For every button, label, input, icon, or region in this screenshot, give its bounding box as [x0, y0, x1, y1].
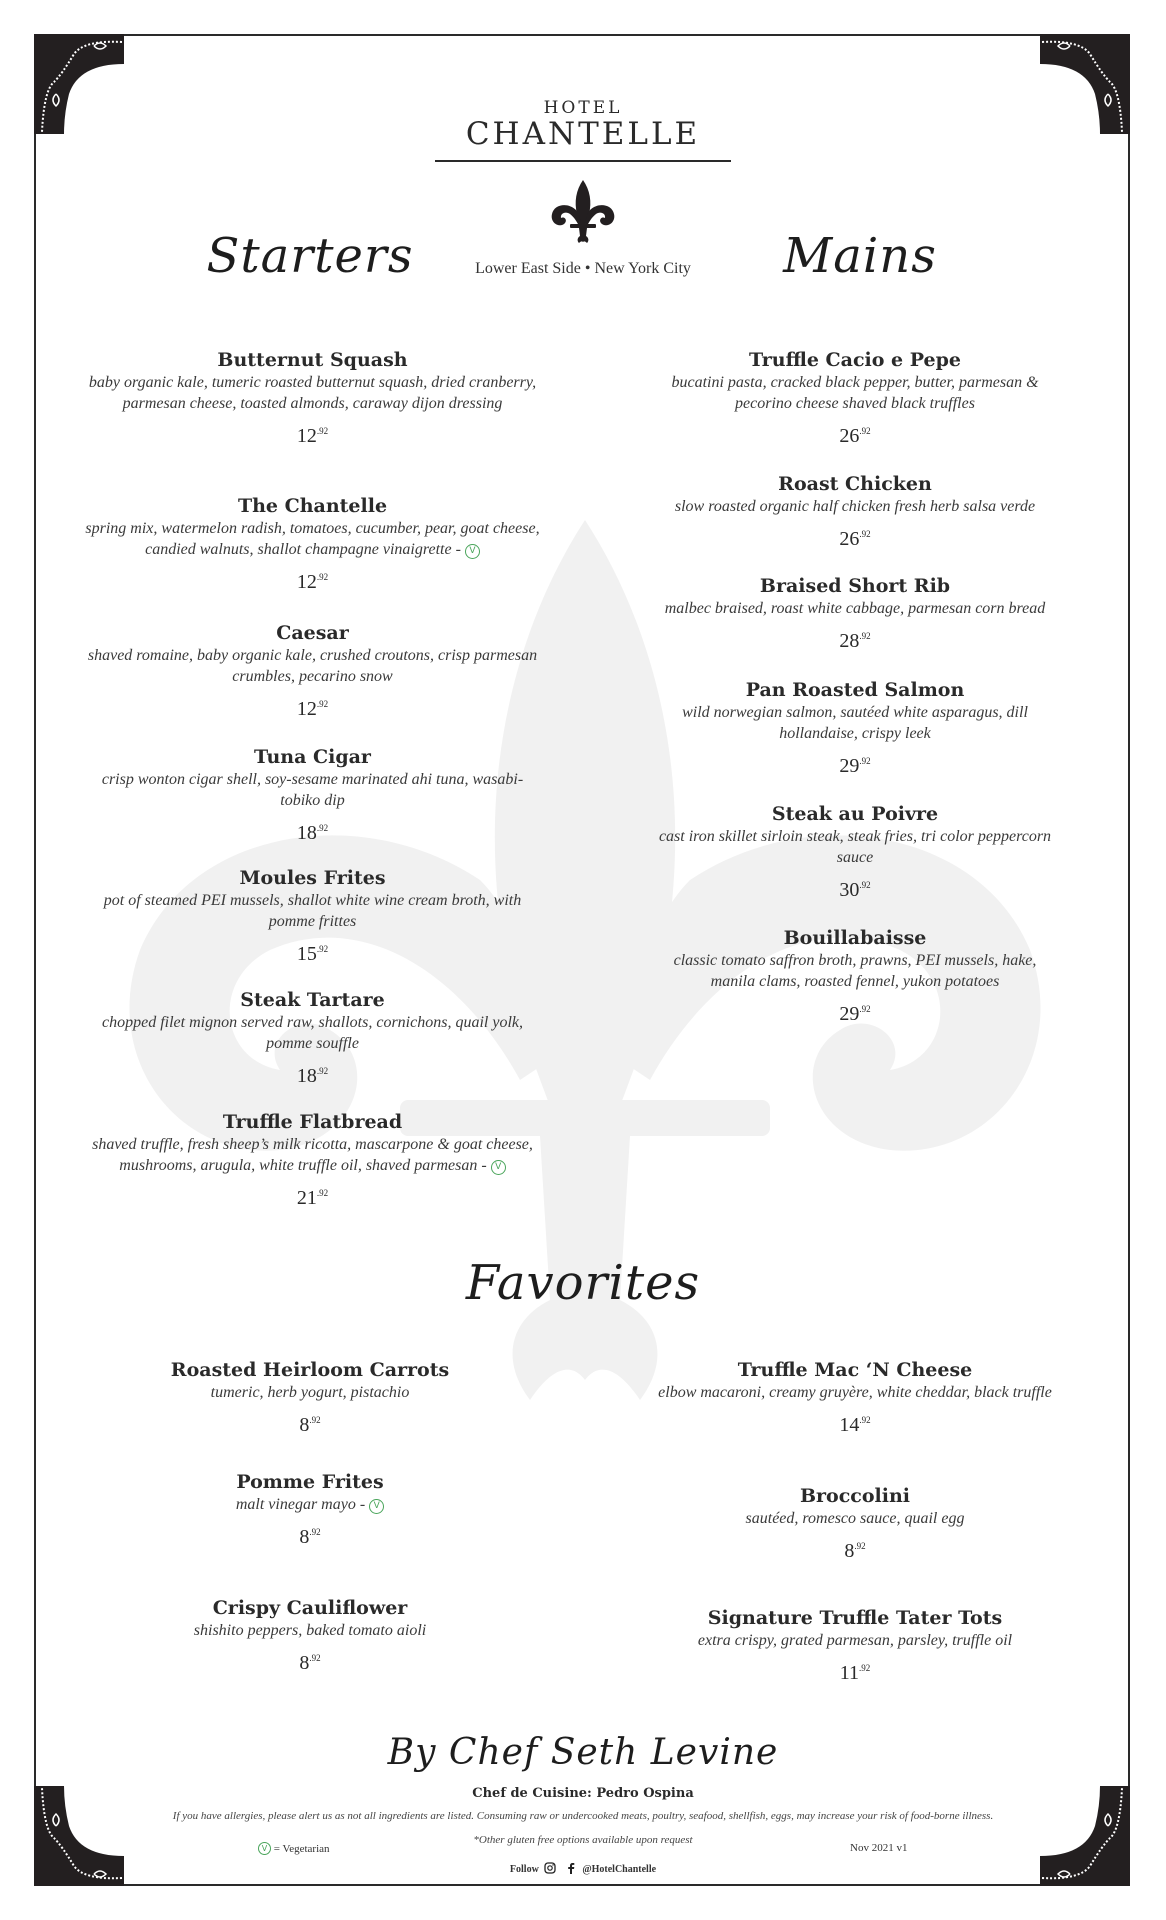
- item-name: Pomme Frites: [236, 1471, 384, 1493]
- item-description: crisp wonton cigar shell, soy-sesame marinated ahi tuna, wasabi-tobiko dip: [101, 771, 524, 809]
- item-price: $12^{.92}$: [296, 698, 329, 720]
- item-name: Roasted Heirloom Carrots: [170, 1359, 450, 1381]
- menu-item: [655, 678, 1055, 779]
- favorites-heading: Favorites: [465, 1255, 701, 1311]
- item-name: Truffle Mac ‘N Cheese: [737, 1359, 973, 1381]
- location-line: Lower East Side • New York City: [475, 260, 691, 277]
- item-price: $28^{.92}$: [839, 630, 871, 652]
- menu-item: [85, 745, 540, 846]
- item-price: $15^{.92}$: [296, 943, 329, 965]
- allergy-notice: If you have allergies, please alert us as not all ingredients are listed. Consuming raw or undercooked meats, poultry, seafood, shellfish, eggs, may increase your risk of food-borne illness.: [172, 1810, 994, 1822]
- vegetarian-icon: V: [465, 544, 480, 559]
- gluten-notice: *Other gluten free options available upon request: [473, 1834, 693, 1846]
- menu-item: [100, 1358, 520, 1438]
- item-description: classic tomato saffron broth, prawns, PEI mussels, hake, manila clams, roasted fennel, yukon potatoes: [673, 952, 1037, 990]
- item-name: Caesar: [276, 622, 349, 644]
- menu-item: [100, 1596, 520, 1676]
- item-name: Bouillabaisse: [783, 927, 927, 949]
- item-price: $8^{.92}$: [299, 1414, 321, 1436]
- menu-item: [655, 472, 1055, 552]
- item-price: $8^{.92}$: [299, 1526, 321, 1548]
- item-description: slow roasted organic half chicken fresh herb salsa verde: [674, 498, 1036, 515]
- vegetarian-icon: V: [369, 1499, 384, 1514]
- menu-item: [85, 988, 540, 1089]
- item-description: elbow macaroni, creamy gruyère, white cheddar, black truffle: [658, 1384, 1052, 1401]
- facebook-icon[interactable]: [565, 1862, 577, 1874]
- item-price: $30^{.92}$: [839, 879, 871, 901]
- brand-hotel-label: HOTEL: [543, 98, 623, 118]
- item-description: malbec braised, roast white cabbage, parmesan corn bread: [664, 600, 1046, 617]
- menu-item: [85, 1110, 540, 1211]
- item-name: Truffle Cacio e Pepe: [749, 349, 961, 371]
- item-price: $26^{.92}$: [839, 528, 871, 550]
- instagram-icon[interactable]: [544, 1862, 556, 1874]
- item-price: $29^{.92}$: [839, 755, 871, 777]
- item-description: sautéed, romesco sauce, quail egg: [745, 1510, 965, 1527]
- menu-item: [85, 494, 540, 595]
- item-price: $29^{.92}$: [839, 1003, 871, 1025]
- item-price: $8^{.92}$: [299, 1652, 321, 1674]
- item-price: $26^{.92}$: [839, 425, 871, 447]
- item-name: Broccolini: [799, 1485, 911, 1507]
- item-price: $12^{.92}$: [296, 425, 329, 447]
- item-description: shaved romaine, baby organic kale, crushed croutons, crisp parmesan crumbles, pecarino snow: [87, 647, 538, 685]
- item-description: wild norwegian salmon, sautéed white asparagus, dill hollandaise, crispy leek: [682, 704, 1028, 742]
- menu-item: [655, 926, 1055, 1027]
- item-name: Butternut Squash: [217, 349, 408, 371]
- item-description: bucatini pasta, cracked black pepper, butter, parmesan & pecorino cheese shaved black truffles: [671, 374, 1039, 412]
- chef-signature: By Chef Seth Levine: [387, 1732, 779, 1773]
- menu-item: [655, 348, 1055, 449]
- menu-item: [85, 621, 540, 722]
- item-price: $11^{.92}$: [839, 1662, 871, 1684]
- item-price: $18^{.92}$: [296, 1065, 329, 1087]
- item-description: shishito peppers, baked tomato aioli: [193, 1622, 427, 1639]
- menu-item: [85, 866, 540, 967]
- social-follow: Follow @HotelChantelle: [509, 1864, 657, 1875]
- starters-heading: Starters: [206, 228, 414, 284]
- item-description: cast iron skillet sirloin steak, steak fries, tri color peppercorn sauce: [658, 828, 1052, 866]
- item-name: Pan Roasted Salmon: [745, 679, 965, 701]
- item-description: spring mix, watermelon radish, tomatoes, cucumber, pear, goat cheese, candied walnuts, shallot champagne vinaigrette - V: [85, 520, 540, 558]
- item-price: $14^{.92}$: [839, 1414, 871, 1436]
- item-name: Crispy Cauliflower: [212, 1597, 408, 1619]
- item-price: $21^{.92}$: [296, 1187, 329, 1209]
- item-description: malt vinegar mayo - V: [100, 1494, 520, 1515]
- item-name: Moules Frites: [239, 867, 386, 889]
- brand-name: CHANTELLE: [465, 116, 701, 152]
- item-name: Braised Short Rib: [759, 575, 951, 597]
- item-name: Tuna Cigar: [254, 746, 371, 768]
- item-description: chopped filet mignon served raw, shallots, cornichons, quail yolk, pomme souffle: [102, 1014, 523, 1052]
- item-price: $12^{.92}$: [296, 571, 329, 593]
- menu-item: [640, 1358, 1070, 1438]
- menu-version: Nov 2021 v1: [850, 1842, 908, 1854]
- item-name: Signature Truffle Tater Tots: [707, 1607, 1003, 1629]
- menu-item: [85, 348, 540, 449]
- menu-item: [655, 574, 1055, 654]
- item-name: Truffle Flatbread: [222, 1111, 403, 1133]
- mains-heading: Mains: [783, 228, 937, 284]
- brand-divider: [435, 160, 731, 162]
- item-description: extra crispy, grated parmesan, parsley, truffle oil: [697, 1632, 1013, 1649]
- item-price: $18^{.92}$: [296, 822, 329, 844]
- menu-item: [640, 1484, 1070, 1564]
- item-name: Roast Chicken: [778, 473, 932, 495]
- vegetarian-icon: V: [258, 1842, 271, 1855]
- item-description: baby organic kale, tumeric roasted butternut squash, dried cranberry, parmesan cheese, toasted almonds, caraway dijon dressing: [88, 374, 537, 412]
- fleur-de-lis-logo: [548, 178, 618, 244]
- vegetarian-legend: V = Vegetarian: [258, 1842, 330, 1855]
- item-description: pot of steamed PEI mussels, shallot white wine cream broth, with pomme frittes: [103, 892, 522, 930]
- item-name: Steak Tartare: [240, 989, 385, 1011]
- item-price: $8^{.92}$: [844, 1540, 866, 1562]
- menu-item: [640, 1606, 1070, 1686]
- item-name: Steak au Poivre: [771, 803, 939, 825]
- item-description: shaved truffle, fresh sheep’s milk ricotta, mascarpone & goat cheese, mushrooms, arugula, white truffle oil, shaved parmesan - V: [92, 1136, 533, 1174]
- menu-item: [655, 802, 1055, 903]
- item-description: tumeric, herb yogurt, pistachio: [210, 1384, 410, 1401]
- chef-de-cuisine: Chef de Cuisine: Pedro Ospina: [472, 1786, 694, 1801]
- item-name: The Chantelle: [237, 495, 388, 517]
- vegetarian-icon: V: [491, 1160, 506, 1175]
- menu-item: [100, 1470, 520, 1550]
